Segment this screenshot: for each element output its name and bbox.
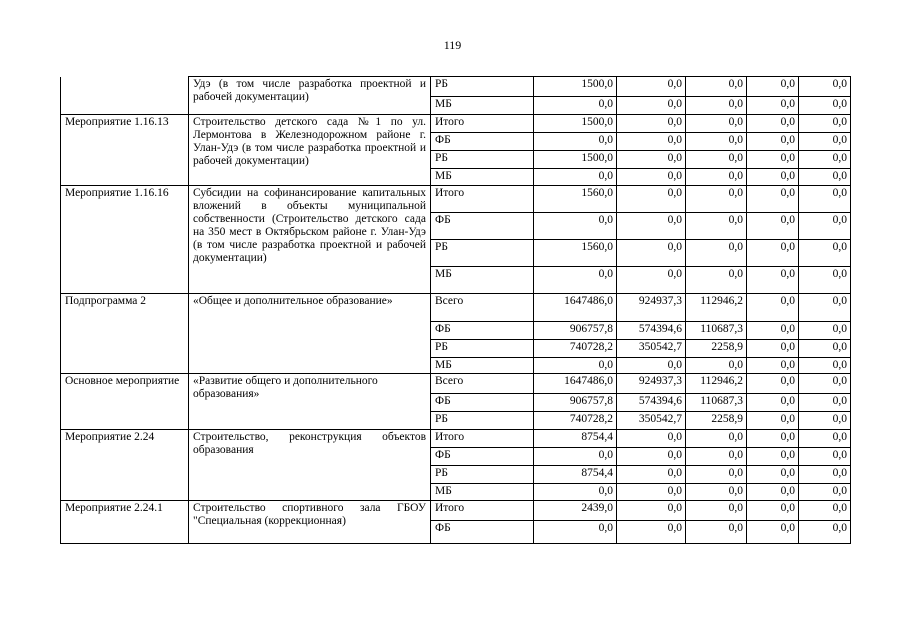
amount-cell: 0,0 xyxy=(799,466,851,484)
amount-cell: 906757,8 xyxy=(534,322,617,340)
amount-cell: 0,0 xyxy=(686,466,747,484)
amount-cell: 0,0 xyxy=(534,267,617,294)
funding-source-cell: Итого xyxy=(431,115,534,133)
amount-cell: 0,0 xyxy=(617,151,686,169)
amount-cell: 1500,0 xyxy=(534,77,617,97)
amount-cell: 0,0 xyxy=(534,484,617,501)
funding-source-cell: МБ xyxy=(431,267,534,294)
amount-cell: 0,0 xyxy=(747,240,799,267)
activity-level-cell: Мероприятие 2.24.1 xyxy=(61,501,189,544)
amount-cell: 924937,3 xyxy=(617,374,686,394)
activity-level-cell: Мероприятие 2.24 xyxy=(61,430,189,501)
amount-cell: 0,0 xyxy=(686,448,747,466)
funding-source-cell: РБ xyxy=(431,151,534,169)
funding-source-cell: МБ xyxy=(431,97,534,115)
amount-cell: 0,0 xyxy=(686,213,747,240)
amount-cell: 0,0 xyxy=(686,267,747,294)
amount-cell: 0,0 xyxy=(799,115,851,133)
amount-cell: 110687,3 xyxy=(686,394,747,412)
amount-cell: 0,0 xyxy=(747,484,799,501)
funding-source-cell: МБ xyxy=(431,484,534,501)
amount-cell: 0,0 xyxy=(747,374,799,394)
activity-name-cell: Строительство, реконструкция объектов образования xyxy=(189,430,431,501)
activity-name-cell: Строительство детского сада №1 по ул. Лермонтова в Железнодорожном районе г. Улан-Удэ (в том числе разработка проектной и рабочей документации) xyxy=(189,115,431,186)
amount-cell: 0,0 xyxy=(534,169,617,186)
amount-cell: 0,0 xyxy=(617,133,686,151)
amount-cell: 0,0 xyxy=(686,358,747,374)
amount-cell: 2439,0 xyxy=(534,501,617,521)
amount-cell: 0,0 xyxy=(799,169,851,186)
funding-source-cell: ФБ xyxy=(431,133,534,151)
amount-cell: 0,0 xyxy=(747,466,799,484)
amount-cell: 0,0 xyxy=(747,394,799,412)
amount-cell: 0,0 xyxy=(799,358,851,374)
amount-cell: 0,0 xyxy=(747,97,799,115)
table-row xyxy=(61,77,851,97)
amount-cell: 0,0 xyxy=(747,412,799,430)
amount-cell: 0,0 xyxy=(534,448,617,466)
funding-source-cell: Всего xyxy=(431,294,534,322)
amount-cell: 110687,3 xyxy=(686,322,747,340)
amount-cell: 0,0 xyxy=(686,521,747,544)
funding-source-cell: МБ xyxy=(431,358,534,374)
activity-level-cell: Подпрограмма 2 xyxy=(61,294,189,374)
amount-cell: 0,0 xyxy=(747,133,799,151)
table-row xyxy=(61,430,851,448)
funding-source-cell: РБ xyxy=(431,240,534,267)
budget-table-body xyxy=(61,77,851,544)
amount-cell: 574394,6 xyxy=(617,394,686,412)
amount-cell: 0,0 xyxy=(799,430,851,448)
amount-cell: 1560,0 xyxy=(534,186,617,213)
activity-level-cell xyxy=(61,77,189,115)
amount-cell: 1500,0 xyxy=(534,115,617,133)
amount-cell: 0,0 xyxy=(799,267,851,294)
amount-cell: 0,0 xyxy=(799,186,851,213)
amount-cell: 0,0 xyxy=(534,97,617,115)
amount-cell: 740728,2 xyxy=(534,340,617,358)
amount-cell: 0,0 xyxy=(617,169,686,186)
funding-source-cell: РБ xyxy=(431,466,534,484)
amount-cell: 0,0 xyxy=(747,521,799,544)
funding-source-cell: МБ xyxy=(431,169,534,186)
activity-level-cell: Мероприятие 1.16.16 xyxy=(61,186,189,294)
amount-cell: 0,0 xyxy=(747,294,799,322)
amount-cell: 112946,2 xyxy=(686,294,747,322)
amount-cell: 0,0 xyxy=(747,77,799,97)
amount-cell: 0,0 xyxy=(686,186,747,213)
amount-cell: 0,0 xyxy=(799,240,851,267)
amount-cell: 0,0 xyxy=(747,448,799,466)
activity-name-cell: «Общее и дополнительное образование» xyxy=(189,294,431,374)
amount-cell: 0,0 xyxy=(799,501,851,521)
amount-cell: 740728,2 xyxy=(534,412,617,430)
table-row xyxy=(61,501,851,521)
amount-cell: 0,0 xyxy=(799,448,851,466)
page-number: 119 xyxy=(443,38,462,52)
amount-cell: 0,0 xyxy=(799,484,851,501)
amount-cell: 0,0 xyxy=(617,501,686,521)
amount-cell: 8754,4 xyxy=(534,466,617,484)
amount-cell: 1647486,0 xyxy=(534,374,617,394)
funding-source-cell: Итого xyxy=(431,430,534,448)
amount-cell: 574394,6 xyxy=(617,322,686,340)
amount-cell: 350542,7 xyxy=(617,412,686,430)
amount-cell: 1500,0 xyxy=(534,151,617,169)
funding-source-cell: РБ xyxy=(431,412,534,430)
activity-level-cell: Основное мероприятие xyxy=(61,374,189,430)
amount-cell: 0,0 xyxy=(747,501,799,521)
amount-cell: 0,0 xyxy=(617,267,686,294)
amount-cell: 0,0 xyxy=(617,448,686,466)
amount-cell: 0,0 xyxy=(617,521,686,544)
amount-cell: 924937,3 xyxy=(617,294,686,322)
amount-cell: 0,0 xyxy=(799,133,851,151)
funding-source-cell: ФБ xyxy=(431,322,534,340)
amount-cell: 0,0 xyxy=(799,322,851,340)
amount-cell: 0,0 xyxy=(617,97,686,115)
amount-cell: 0,0 xyxy=(799,412,851,430)
amount-cell: 0,0 xyxy=(747,186,799,213)
amount-cell: 0,0 xyxy=(534,521,617,544)
amount-cell: 2258,9 xyxy=(686,340,747,358)
amount-cell: 0,0 xyxy=(799,521,851,544)
amount-cell: 906757,8 xyxy=(534,394,617,412)
funding-source-cell: Итого xyxy=(431,186,534,213)
amount-cell: 0,0 xyxy=(747,151,799,169)
activity-name-cell: Субсидии на софинансирование капитальных вложений в объекты муниципальной собственности (Строительство детского сада на 350 мест в Октябрьском районе г. Улан-Удэ (в том числе разработка проектной и рабочей документации) xyxy=(189,186,431,294)
amount-cell: 112946,2 xyxy=(686,374,747,394)
amount-cell: 0,0 xyxy=(799,97,851,115)
activity-level-cell: Мероприятие 1.16.13 xyxy=(61,115,189,186)
amount-cell: 0,0 xyxy=(617,77,686,97)
amount-cell: 0,0 xyxy=(617,466,686,484)
amount-cell: 0,0 xyxy=(747,213,799,240)
activity-name-cell: «Развитие общего и дополнительного образования» xyxy=(189,374,431,430)
amount-cell: 0,0 xyxy=(799,213,851,240)
funding-source-cell: ФБ xyxy=(431,213,534,240)
amount-cell: 0,0 xyxy=(747,267,799,294)
amount-cell: 0,0 xyxy=(747,340,799,358)
amount-cell: 0,0 xyxy=(686,97,747,115)
amount-cell: 0,0 xyxy=(686,430,747,448)
amount-cell: 0,0 xyxy=(747,430,799,448)
amount-cell: 0,0 xyxy=(617,430,686,448)
funding-source-cell: Итого xyxy=(431,501,534,521)
amount-cell: 0,0 xyxy=(534,133,617,151)
amount-cell: 0,0 xyxy=(617,240,686,267)
amount-cell: 350542,7 xyxy=(617,340,686,358)
activity-name-cell: Удэ (в том числе разработка проектной и рабочей документации) xyxy=(189,77,431,115)
amount-cell: 0,0 xyxy=(617,213,686,240)
budget-table xyxy=(60,76,851,544)
amount-cell: 0,0 xyxy=(747,115,799,133)
amount-cell: 0,0 xyxy=(686,169,747,186)
amount-cell: 2258,9 xyxy=(686,412,747,430)
table-row xyxy=(61,186,851,213)
amount-cell: 0,0 xyxy=(799,394,851,412)
amount-cell: 0,0 xyxy=(799,374,851,394)
amount-cell: 0,0 xyxy=(534,358,617,374)
amount-cell: 0,0 xyxy=(617,484,686,501)
funding-source-cell: РБ xyxy=(431,340,534,358)
funding-source-cell: Всего xyxy=(431,374,534,394)
amount-cell: 0,0 xyxy=(617,115,686,133)
funding-source-cell: ФБ xyxy=(431,448,534,466)
amount-cell: 0,0 xyxy=(686,484,747,501)
amount-cell: 1647486,0 xyxy=(534,294,617,322)
amount-cell: 0,0 xyxy=(534,213,617,240)
amount-cell: 0,0 xyxy=(747,358,799,374)
amount-cell: 0,0 xyxy=(686,501,747,521)
amount-cell: 0,0 xyxy=(686,115,747,133)
table-row xyxy=(61,294,851,322)
table-row xyxy=(61,115,851,133)
amount-cell: 0,0 xyxy=(799,151,851,169)
amount-cell: 0,0 xyxy=(799,294,851,322)
funding-source-cell: ФБ xyxy=(431,394,534,412)
amount-cell: 0,0 xyxy=(686,133,747,151)
table-row xyxy=(61,374,851,394)
amount-cell: 0,0 xyxy=(686,77,747,97)
amount-cell: 0,0 xyxy=(747,322,799,340)
funding-source-cell: РБ xyxy=(431,77,534,97)
amount-cell: 1560,0 xyxy=(534,240,617,267)
amount-cell: 0,0 xyxy=(686,240,747,267)
amount-cell: 0,0 xyxy=(799,77,851,97)
amount-cell: 0,0 xyxy=(747,169,799,186)
amount-cell: 8754,4 xyxy=(534,430,617,448)
amount-cell: 0,0 xyxy=(799,340,851,358)
amount-cell: 0,0 xyxy=(686,151,747,169)
funding-source-cell: ФБ xyxy=(431,521,534,544)
amount-cell: 0,0 xyxy=(617,358,686,374)
amount-cell: 0,0 xyxy=(617,186,686,213)
activity-name-cell: Строительство спортивного зала ГБОУ "Специальная (коррекционная) xyxy=(189,501,431,544)
